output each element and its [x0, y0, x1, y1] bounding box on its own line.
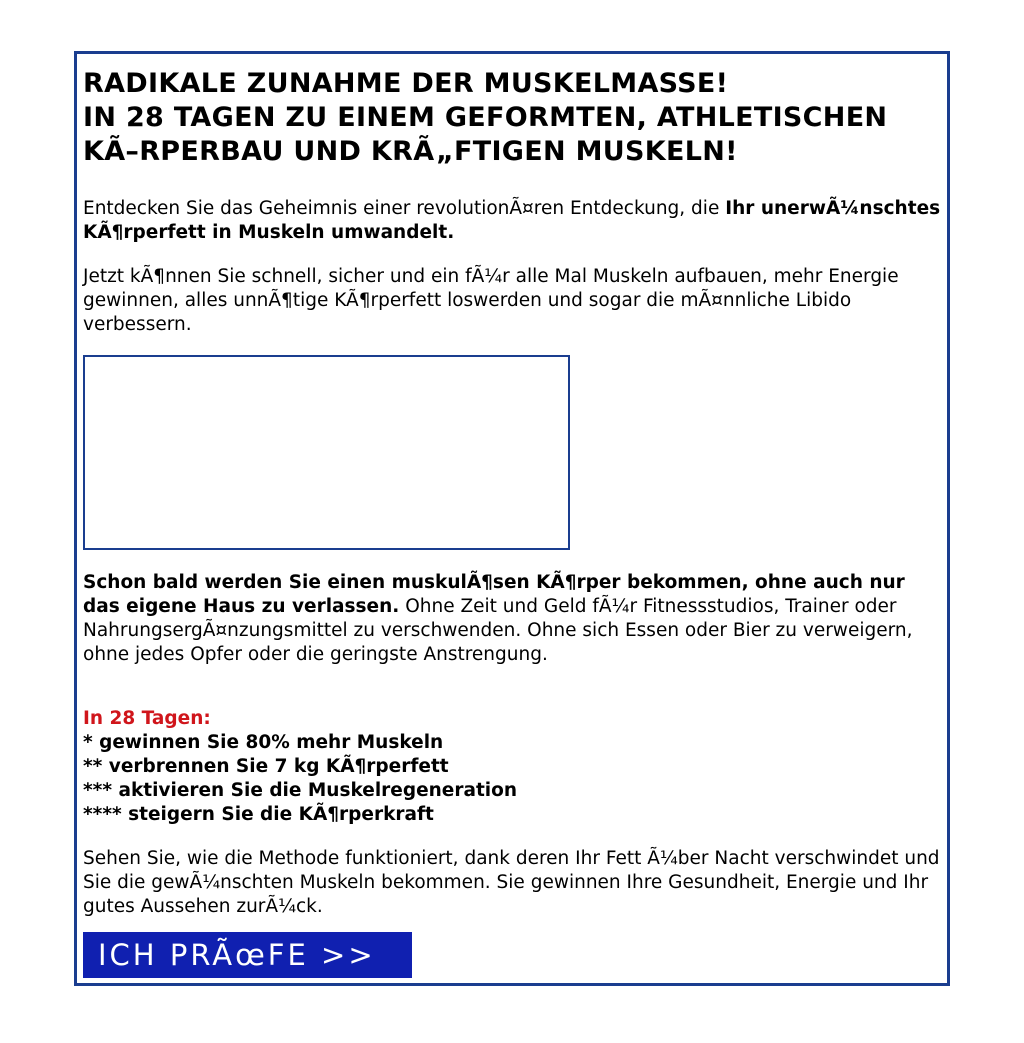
results-lead: In 28 Tagen:: [83, 708, 211, 729]
results-item: * gewinnen Sie 80% mehr Muskeln: [83, 732, 444, 753]
intro-paragraph: [83, 197, 943, 245]
promise-bold-text: Schon bald werden Sie einen muskulÃ¶sen KÃ¶rper bekommen, ohne auch nur das eigene Haus zu verlassen.: [83, 572, 905, 617]
results-list: [83, 707, 943, 827]
content-frame: [74, 51, 950, 986]
headline-line-2: IN 28 TAGEN ZU EINEM GEFORMTEN, ATHLETISCHEN: [83, 102, 888, 133]
promise-paragraph: [83, 571, 943, 667]
promise-text: Ohne Zeit und Geld fÃ¼r Fitnessstudios, Trainer oder NahrungsergÃ¤nzungsmittel zu verschwenden. Ohne sich Essen oder Bier zu verweigern, ohne jedes Opfer oder die geringste Anstrengung.: [83, 596, 913, 665]
intro-bold-text: Ihr unerwÃ¼nschtes KÃ¶rperfett in Muskeln umwandelt.: [83, 198, 941, 243]
intro-text: Entdecken Sie das Geheimnis einer revolutionÃ¤ren Entdeckung, die: [83, 198, 726, 219]
headline-line-3: KÃ–RPERBAU UND KRÃ„FTIGEN MUSKELN!: [83, 136, 738, 167]
results-item: **** steigern Sie die KÃ¶rperkraft: [83, 804, 434, 825]
benefits-paragraph: Jetzt kÃ¶nnen Sie schnell, sicher und ein fÃ¼r alle Mal Muskeln aufbauen, mehr Energie gewinnen, alles unnÃ¶tige KÃ¶rperfett loswerden und sogar die mÃ¤nnliche Libido verbessern.: [83, 266, 899, 335]
headline: [83, 67, 943, 169]
video-placeholder[interactable]: [83, 355, 570, 550]
results-item: ** verbrennen Sie 7 kg KÃ¶rperfett: [83, 756, 449, 777]
headline-line-1: RADIKALE ZUNAHME DER MUSKELMASSE!: [83, 68, 729, 99]
closing-paragraph: Sehen Sie, wie die Methode funktioniert, dank deren Ihr Fett Ã¼ber Nacht verschwindet und Sie die gewÃ¼nschten Muskeln bekommen. Sie gewinnen Ihre Gesundheit, Energie und Ihr gutes Aussehen zurÃ¼ck.: [83, 848, 940, 917]
check-button[interactable]: ICH PRÃœFE >>: [83, 932, 412, 978]
results-item: *** aktivieren Sie die Muskelregeneration: [83, 780, 518, 801]
